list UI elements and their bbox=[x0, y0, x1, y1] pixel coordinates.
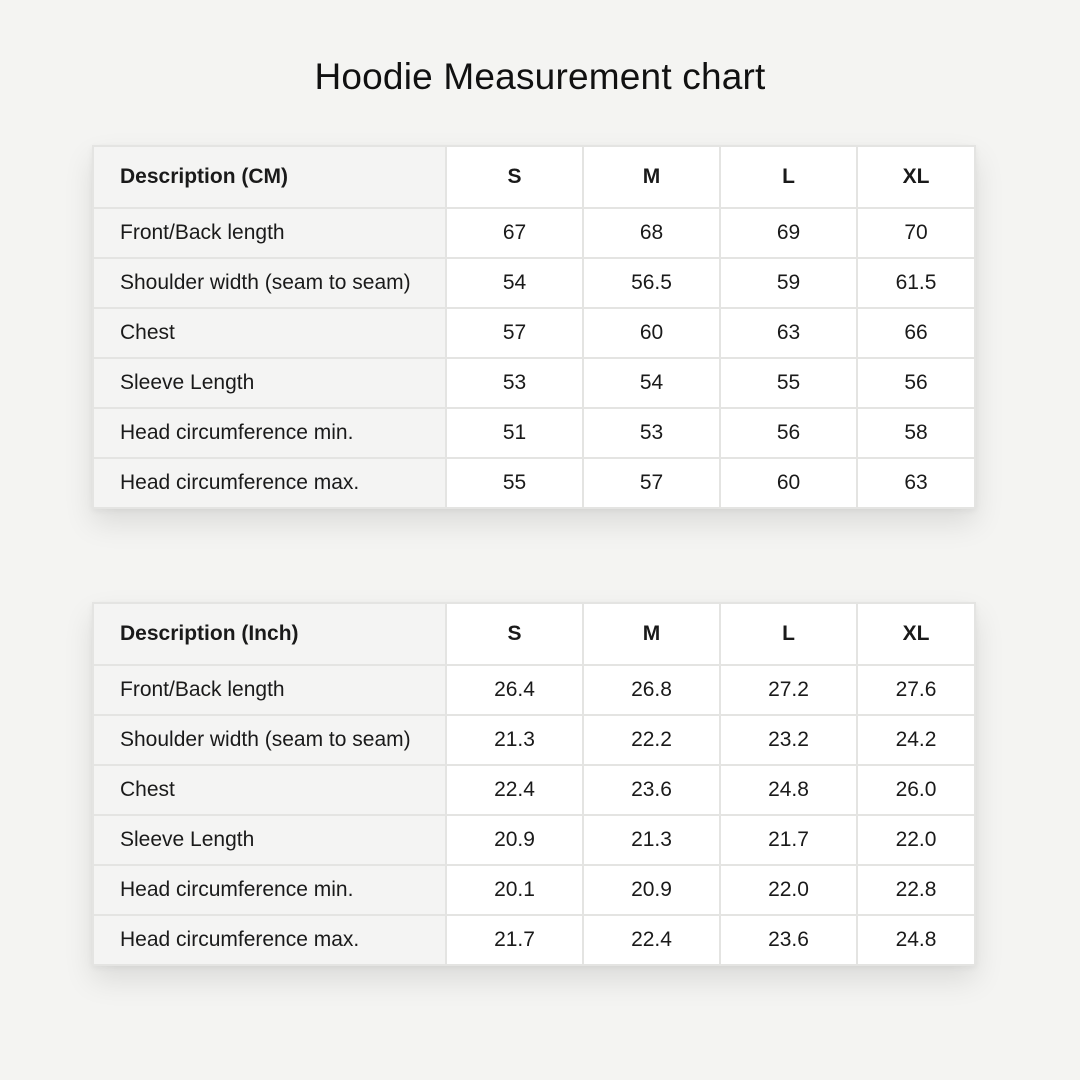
table-header-row bbox=[93, 146, 975, 208]
value-cell-xl: 24.2 bbox=[857, 715, 975, 765]
value-cell-l: 23.6 bbox=[720, 915, 857, 965]
table-row bbox=[93, 308, 975, 358]
value-cell-xl: 26.0 bbox=[857, 765, 975, 815]
value-cell-s: 26.4 bbox=[446, 665, 583, 715]
value-cell-xl: 27.6 bbox=[857, 665, 975, 715]
column-header-description: Description (CM) bbox=[93, 146, 446, 208]
value-cell-xl: 58 bbox=[857, 408, 975, 458]
value-cell-s: 67 bbox=[446, 208, 583, 258]
table-row bbox=[93, 358, 975, 408]
column-header-m: M bbox=[583, 146, 720, 208]
value-cell-s: 53 bbox=[446, 358, 583, 408]
value-cell-l: 59 bbox=[720, 258, 857, 308]
value-cell-l: 22.0 bbox=[720, 865, 857, 915]
table-row bbox=[93, 865, 975, 915]
table-row bbox=[93, 408, 975, 458]
column-header-xl: XL bbox=[857, 603, 975, 665]
value-cell-m: 56.5 bbox=[583, 258, 720, 308]
row-label: Chest bbox=[93, 765, 446, 815]
row-label: Head circumference min. bbox=[93, 408, 446, 458]
value-cell-m: 22.2 bbox=[583, 715, 720, 765]
row-label: Shoulder width (seam to seam) bbox=[93, 258, 446, 308]
value-cell-s: 51 bbox=[446, 408, 583, 458]
column-header-l: L bbox=[720, 146, 857, 208]
value-cell-xl: 24.8 bbox=[857, 915, 975, 965]
row-label: Front/Back length bbox=[93, 208, 446, 258]
table-header-row bbox=[93, 603, 975, 665]
value-cell-s: 20.1 bbox=[446, 865, 583, 915]
value-cell-m: 20.9 bbox=[583, 865, 720, 915]
row-label: Head circumference max. bbox=[93, 458, 446, 508]
table-row bbox=[93, 765, 975, 815]
column-header-l: L bbox=[720, 603, 857, 665]
table-row bbox=[93, 458, 975, 508]
table-row bbox=[93, 815, 975, 865]
page-title: Hoodie Measurement chart bbox=[314, 56, 766, 97]
value-cell-m: 22.4 bbox=[583, 915, 720, 965]
value-cell-l: 24.8 bbox=[720, 765, 857, 815]
value-cell-xl: 61.5 bbox=[857, 258, 975, 308]
value-cell-s: 20.9 bbox=[446, 815, 583, 865]
value-cell-xl: 66 bbox=[857, 308, 975, 358]
value-cell-m: 21.3 bbox=[583, 815, 720, 865]
row-label: Sleeve Length bbox=[93, 815, 446, 865]
row-label: Head circumference max. bbox=[93, 915, 446, 965]
value-cell-m: 68 bbox=[583, 208, 720, 258]
value-cell-m: 57 bbox=[583, 458, 720, 508]
row-label: Chest bbox=[93, 308, 446, 358]
value-cell-m: 54 bbox=[583, 358, 720, 408]
value-cell-m: 26.8 bbox=[583, 665, 720, 715]
column-header-m: M bbox=[583, 603, 720, 665]
column-header-s: S bbox=[446, 603, 583, 665]
value-cell-s: 21.7 bbox=[446, 915, 583, 965]
value-cell-s: 55 bbox=[446, 458, 583, 508]
value-cell-l: 56 bbox=[720, 408, 857, 458]
value-cell-xl: 70 bbox=[857, 208, 975, 258]
value-cell-xl: 56 bbox=[857, 358, 975, 408]
value-cell-s: 54 bbox=[446, 258, 583, 308]
table-row bbox=[93, 208, 975, 258]
value-cell-xl: 22.0 bbox=[857, 815, 975, 865]
row-label: Front/Back length bbox=[93, 665, 446, 715]
table-row bbox=[93, 915, 975, 965]
value-cell-xl: 63 bbox=[857, 458, 975, 508]
value-cell-s: 21.3 bbox=[446, 715, 583, 765]
value-cell-l: 60 bbox=[720, 458, 857, 508]
column-header-s: S bbox=[446, 146, 583, 208]
value-cell-m: 60 bbox=[583, 308, 720, 358]
value-cell-l: 27.2 bbox=[720, 665, 857, 715]
table-row bbox=[93, 665, 975, 715]
row-label: Sleeve Length bbox=[93, 358, 446, 408]
table-row bbox=[93, 715, 975, 765]
value-cell-l: 21.7 bbox=[720, 815, 857, 865]
column-header-description: Description (Inch) bbox=[93, 603, 446, 665]
value-cell-l: 55 bbox=[720, 358, 857, 408]
value-cell-l: 23.2 bbox=[720, 715, 857, 765]
value-cell-m: 53 bbox=[583, 408, 720, 458]
value-cell-l: 69 bbox=[720, 208, 857, 258]
value-cell-l: 63 bbox=[720, 308, 857, 358]
row-label: Head circumference min. bbox=[93, 865, 446, 915]
table-row bbox=[93, 258, 975, 308]
value-cell-s: 22.4 bbox=[446, 765, 583, 815]
size-table-cm bbox=[92, 145, 976, 509]
value-cell-s: 57 bbox=[446, 308, 583, 358]
value-cell-m: 23.6 bbox=[583, 765, 720, 815]
row-label: Shoulder width (seam to seam) bbox=[93, 715, 446, 765]
value-cell-xl: 22.8 bbox=[857, 865, 975, 915]
size-table-inch bbox=[92, 602, 976, 966]
column-header-xl: XL bbox=[857, 146, 975, 208]
